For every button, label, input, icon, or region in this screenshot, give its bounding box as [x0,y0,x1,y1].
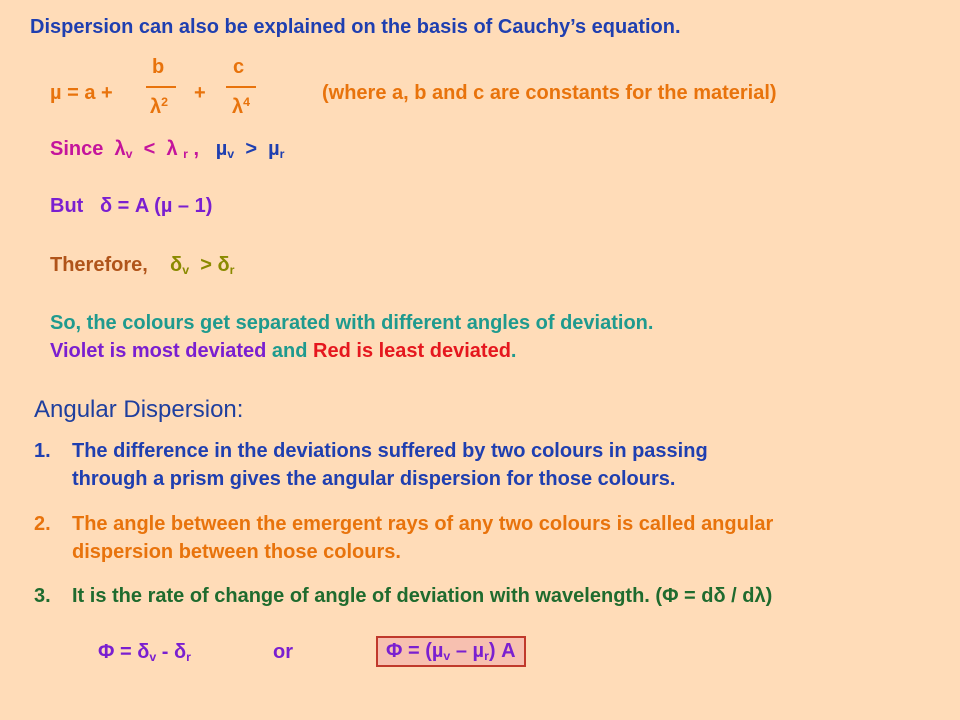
list-number: 2. [34,513,51,535]
list-text-line-2: dispersion between those colours. [72,541,401,563]
red-text: Red is least deviated [313,340,511,362]
phi-formula-1: $\Phi = \delta_v - \delta_r$ [98,641,191,665]
or-text: or [273,641,293,663]
cauchy-denominator-1: $\lambda^2$ [150,95,169,118]
list-number: 3. [34,585,51,607]
cauchy-denominator-2: $\lambda^4$ [232,95,251,118]
violet-text: Violet is most deviated [50,340,267,362]
list-text-line-2: through a prism gives the angular dispersion for those colours. [72,468,676,490]
list-text-line-1: It is the rate of change of angle of deviation with wavelength. (Φ = dδ / dλ) [72,585,773,607]
intro-text: Dispersion can also be explained on the basis of Cauchy’s equation. [30,16,681,38]
fraction-bar-2 [226,86,256,88]
phi-formula-2-box: Φ = (µ$_v$ – µ$_r$) A [376,636,526,667]
conclusion-line-2: Violet is most deviated and Red is least deviated. [50,340,517,362]
list-text-line-1: The difference in the deviations suffered by two colours in passing [72,440,708,462]
since-line: Since $\lambda_v < \lambda$ $_r$ , µ$_v$ > µ$_r$ [50,138,285,162]
cauchy-numerator-b: b [152,56,165,78]
conclusion-line-1: So, the colours get separated with different angles of deviation. [50,312,654,334]
section-heading: Angular Dispersion: [34,396,244,423]
but-line: But δ = A (µ – 1) [50,195,213,217]
list-number: 1. [34,440,51,462]
therefore-line: Therefore, $\delta_v > \delta_r$ [50,254,235,278]
fraction-bar-1 [146,86,176,88]
cauchy-plus: + [194,82,206,104]
list-text-line-1: The angle between the emergent rays of any two colours is called angular [72,513,774,535]
cauchy-numerator-c: c [233,56,245,78]
cauchy-lhs: µ = a + [50,82,113,104]
cauchy-note: (where a, b and c are constants for the material) [322,82,777,104]
